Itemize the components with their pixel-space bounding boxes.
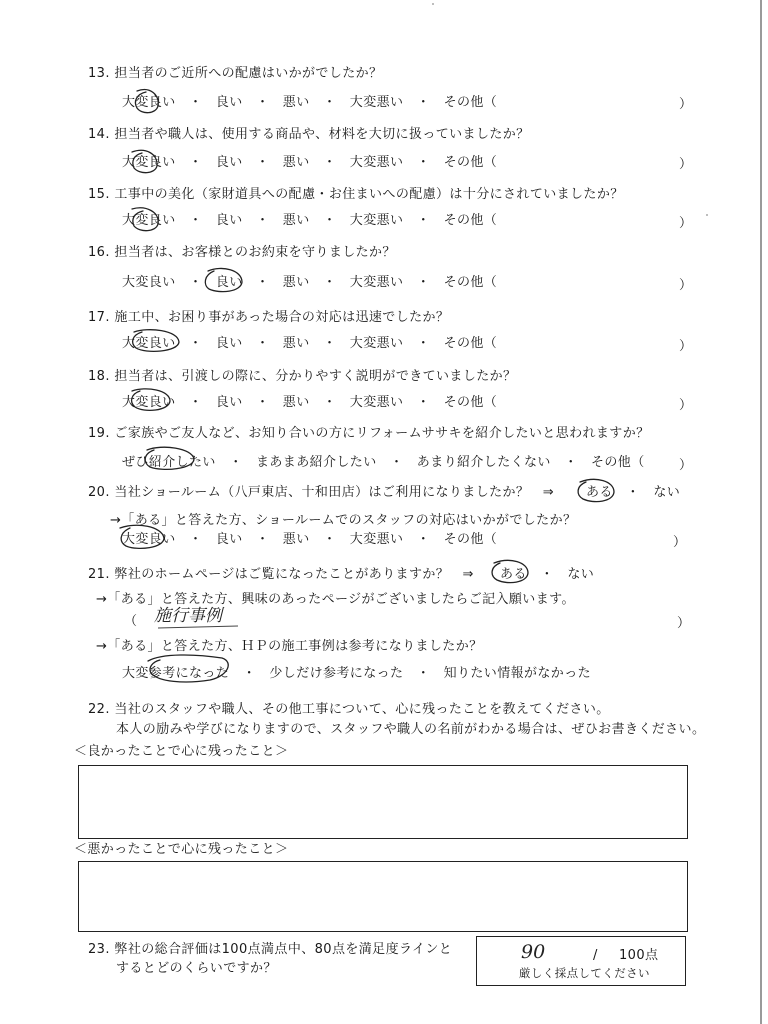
- question-text: 工事中の美化（家財道具への配慮・お住まいへの配慮）は十分にされていましたか？: [114, 187, 624, 202]
- close-paren: ）: [679, 398, 693, 413]
- question-19-options: ぜひ紹介したい ・ まあまあ紹介したい ・ あまり紹介したくない ・ その他（: [122, 455, 645, 470]
- question-16-options: 大変良い ・ 良い ・ 悪い ・ 大変悪い ・ その他（: [122, 275, 498, 290]
- question-text: 弊社の総合評価は100点満点中、80点を満足度ラインと: [114, 942, 453, 957]
- question-16: [88, 246, 396, 259]
- close-paren: ）: [679, 97, 693, 112]
- question-20-options: 大変良い ・ 良い ・ 悪い ・ 大変悪い ・ その他（: [122, 532, 498, 547]
- question-text: 担当者は、お客様とのお約束を守りましたか？: [114, 245, 396, 260]
- question-17-options: 大変良い ・ 良い ・ 悪い ・ 大変悪い ・ その他（: [122, 336, 498, 351]
- score-note: 厳しく採点してください: [519, 966, 650, 980]
- question-22-line-2: 本人の励みや学びになりますので、スタッフや職人の名前がわかる場合は、ぜひお書きください。: [116, 722, 706, 737]
- score-max: 100点: [619, 948, 659, 963]
- close-paren: ）: [679, 339, 693, 354]
- underline-stroke: [158, 626, 238, 628]
- close-paren: ）: [679, 157, 693, 172]
- question-15-options: 大変良い ・ 良い ・ 悪い ・ 大変悪い ・ その他（: [122, 213, 498, 228]
- question-13-options: 大変良い ・ 良い ・ 悪い ・ 大変悪い ・ その他（: [122, 95, 498, 110]
- question-14-options: 大変良い ・ 良い ・ 悪い ・ 大変悪い ・ その他（: [122, 155, 498, 170]
- question-14: [88, 128, 530, 141]
- handwritten-interest-page: 施行事例: [154, 606, 222, 626]
- question-21-options: 大変参考になった ・ 少しだけ参考になった ・ 知りたい情報がなかった: [122, 666, 592, 681]
- close-paren: ）: [679, 216, 693, 231]
- question-number: 16.: [88, 245, 110, 260]
- question-17: [88, 311, 449, 324]
- handwritten-score: 90: [521, 941, 546, 963]
- question-21-answer: [500, 568, 594, 581]
- question-text: 担当者や職人は、使用する商品や、材料を大切に扱っていましたか？: [114, 127, 530, 142]
- answer-yes: ある: [586, 485, 613, 500]
- question-15: [88, 188, 624, 201]
- question-text: ご家族やご友人など、お知り合いの方にリフォームササキを紹介したいと思われますか？: [114, 426, 650, 441]
- question-23-line-2: するとどのくらいですか？: [116, 961, 277, 976]
- question-number: 23.: [88, 942, 110, 957]
- answer-no: ない: [567, 567, 595, 582]
- question-18-options: 大変良い ・ 良い ・ 悪い ・ 大変悪い ・ その他（: [122, 395, 498, 410]
- question-number: 22.: [88, 702, 110, 717]
- separator: ・: [540, 567, 554, 582]
- question-number: 20.: [88, 485, 110, 500]
- close-paren: ）: [677, 616, 691, 631]
- question-21: [88, 568, 474, 581]
- question-18: [88, 370, 516, 383]
- answer-yes: ある: [500, 567, 527, 582]
- question-text: 弊社のホームページはご覧になったことがありますか？ ⇒: [114, 567, 474, 582]
- question-20-answer: [586, 486, 680, 499]
- scan-speck: [432, 3, 434, 5]
- question-20-followup: →「ある」と答えた方、ショールームでのスタッフの対応はいかがでしたか？: [110, 513, 577, 528]
- question-text: 当社のスタッフや職人、その他工事について、心に残ったことを教えてください。: [114, 702, 610, 717]
- scan-speck: [706, 214, 708, 216]
- bad-comments-label: ＜悪かったことで心に残ったこと＞: [74, 842, 289, 857]
- score-box[interactable]: [476, 936, 686, 986]
- scan-edge: [760, 0, 762, 1024]
- question-19: [88, 427, 650, 440]
- question-number: 13.: [88, 66, 110, 81]
- answer-no: ない: [653, 485, 681, 500]
- question-number: 19.: [88, 426, 110, 441]
- question-22: [88, 703, 610, 716]
- question-20: [88, 486, 554, 499]
- good-comments-label: ＜良かったことで心に残ったこと＞: [74, 744, 289, 759]
- question-number: 18.: [88, 369, 110, 384]
- question-number: 21.: [88, 567, 110, 582]
- close-paren: ）: [679, 458, 693, 473]
- question-number: 14.: [88, 127, 110, 142]
- good-comments-box[interactable]: [78, 765, 688, 839]
- question-text: 当社ショールーム（八戸東店、十和田店）はご利用になりましたか？ ⇒: [114, 485, 554, 500]
- question-text: 担当者のご近所への配慮はいかがでしたか？: [114, 66, 383, 81]
- question-13: [88, 67, 382, 80]
- question-number: 15.: [88, 187, 110, 202]
- question-21-followup-2: →「ある」と答えた方、ＨＰの施工事例は参考になりましたか？: [96, 639, 483, 654]
- bad-comments-box[interactable]: [78, 861, 688, 932]
- open-paren: （: [124, 614, 138, 629]
- question-23: [88, 943, 452, 956]
- question-number: 17.: [88, 310, 110, 325]
- score-slash: /: [593, 948, 598, 963]
- close-paren: ）: [679, 278, 693, 293]
- close-paren: ）: [673, 535, 687, 550]
- question-21-followup-1: →「ある」と答えた方、興味のあったページがございましたらご記入願います。: [96, 592, 575, 607]
- separator: ・: [626, 485, 640, 500]
- question-text: 施工中、お困り事があった場合の対応は迅速でしたか？: [114, 310, 450, 325]
- question-text: 担当者は、引渡しの際に、分かりやすく説明ができていましたか？: [114, 369, 517, 384]
